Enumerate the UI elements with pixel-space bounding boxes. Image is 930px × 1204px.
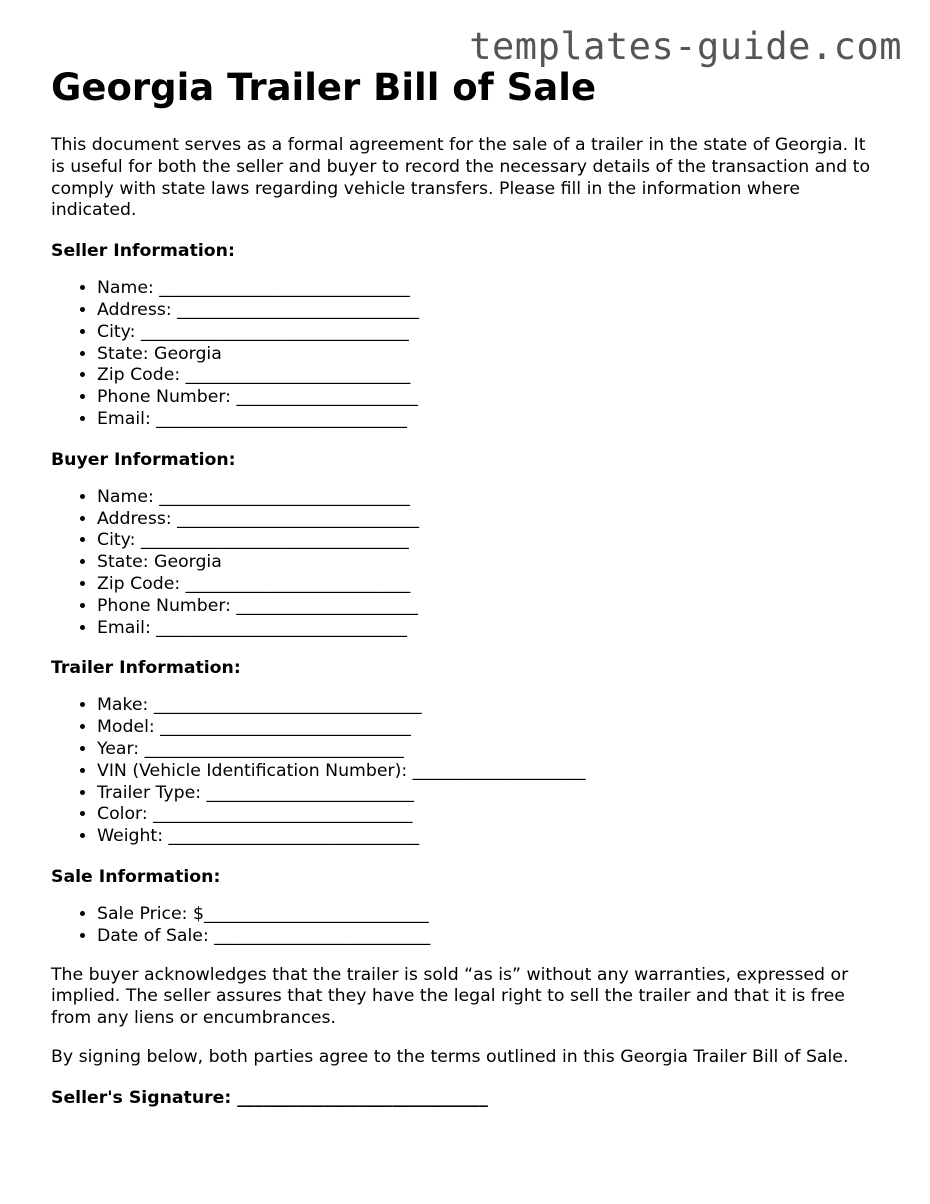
watermark: templates-guide.com [469,25,902,68]
trailer-weight-field[interactable]: • Weight: _____________________________ [97,826,881,848]
document-page [51,66,881,1109]
buyer-email-field[interactable]: • Email: _____________________________ [97,618,881,640]
buyer-phone-field[interactable]: • Phone Number: _____________________ [97,596,881,618]
trailer-color-field[interactable]: • Color: ______________________________ [97,804,881,826]
trailer-model-field[interactable]: • Model: _____________________________ [97,717,881,739]
trailer-year-field[interactable]: • Year: ______________________________ [97,739,881,761]
sale-field-list [51,904,881,948]
buyer-zip-field[interactable]: • Zip Code: __________________________ [97,574,881,596]
seller-email-field[interactable]: • Email: _____________________________ [97,409,881,431]
agreement-paragraph: By signing below, both parties agree to the terms outlined in this Georgia Trailer Bill of Sale. [51,1046,849,1067]
seller-name-field[interactable]: • Name: _____________________________ [97,278,881,300]
trailer-type-field[interactable]: • Trailer Type: ________________________ [97,783,881,805]
buyer-address-field[interactable]: • Address: ____________________________ [97,509,881,531]
page-title: Georgia Trailer Bill of Sale [51,66,597,109]
acknowledgement-paragraph: The buyer acknowledges that the trailer is sold “as is” without any warranties, expressed or implied. The seller assures that they have the legal right to sell the trailer and that it is free from any liens or encumbrances. [51,964,849,1029]
seller-address-field[interactable]: • Address: ____________________________ [97,300,881,322]
seller-field-list [51,278,881,431]
seller-signature-field[interactable]: Seller's Signature: _____________________________ [51,1087,488,1108]
seller-phone-field[interactable]: • Phone Number: _____________________ [97,387,881,409]
trailer-make-field[interactable]: • Make: _______________________________ [97,695,881,717]
buyer-city-field[interactable]: • City: _______________________________ [97,530,881,552]
sale-section-heading: Sale Information: [51,866,221,887]
seller-section-heading: Seller Information: [51,241,235,262]
trailer-vin-field[interactable]: • VIN (Vehicle Identification Number): ____________________ [97,761,881,783]
seller-city-field[interactable]: • City: _______________________________ [97,322,881,344]
buyer-section-heading: Buyer Information: [51,449,236,470]
buyer-field-list [51,487,881,640]
trailer-section-heading: Trailer Information: [51,658,241,679]
seller-zip-field[interactable]: • Zip Code: __________________________ [97,365,881,387]
seller-state-field: • State: Georgia [97,344,881,366]
sale-price-field[interactable]: • Sale Price: $__________________________ [97,904,881,926]
intro-paragraph: This document serves as a formal agreement for the sale of a trailer in the state of Georgia. It is useful for both the seller and buyer to record the necessary details of the transaction and to comply with state laws regarding vehicle transfers. Please fill in the information where indicated. [51,135,871,221]
sale-date-field[interactable]: • Date of Sale: _________________________ [97,926,881,948]
trailer-field-list [51,695,881,848]
buyer-name-field[interactable]: • Name: _____________________________ [97,487,881,509]
buyer-state-field: • State: Georgia [97,552,881,574]
